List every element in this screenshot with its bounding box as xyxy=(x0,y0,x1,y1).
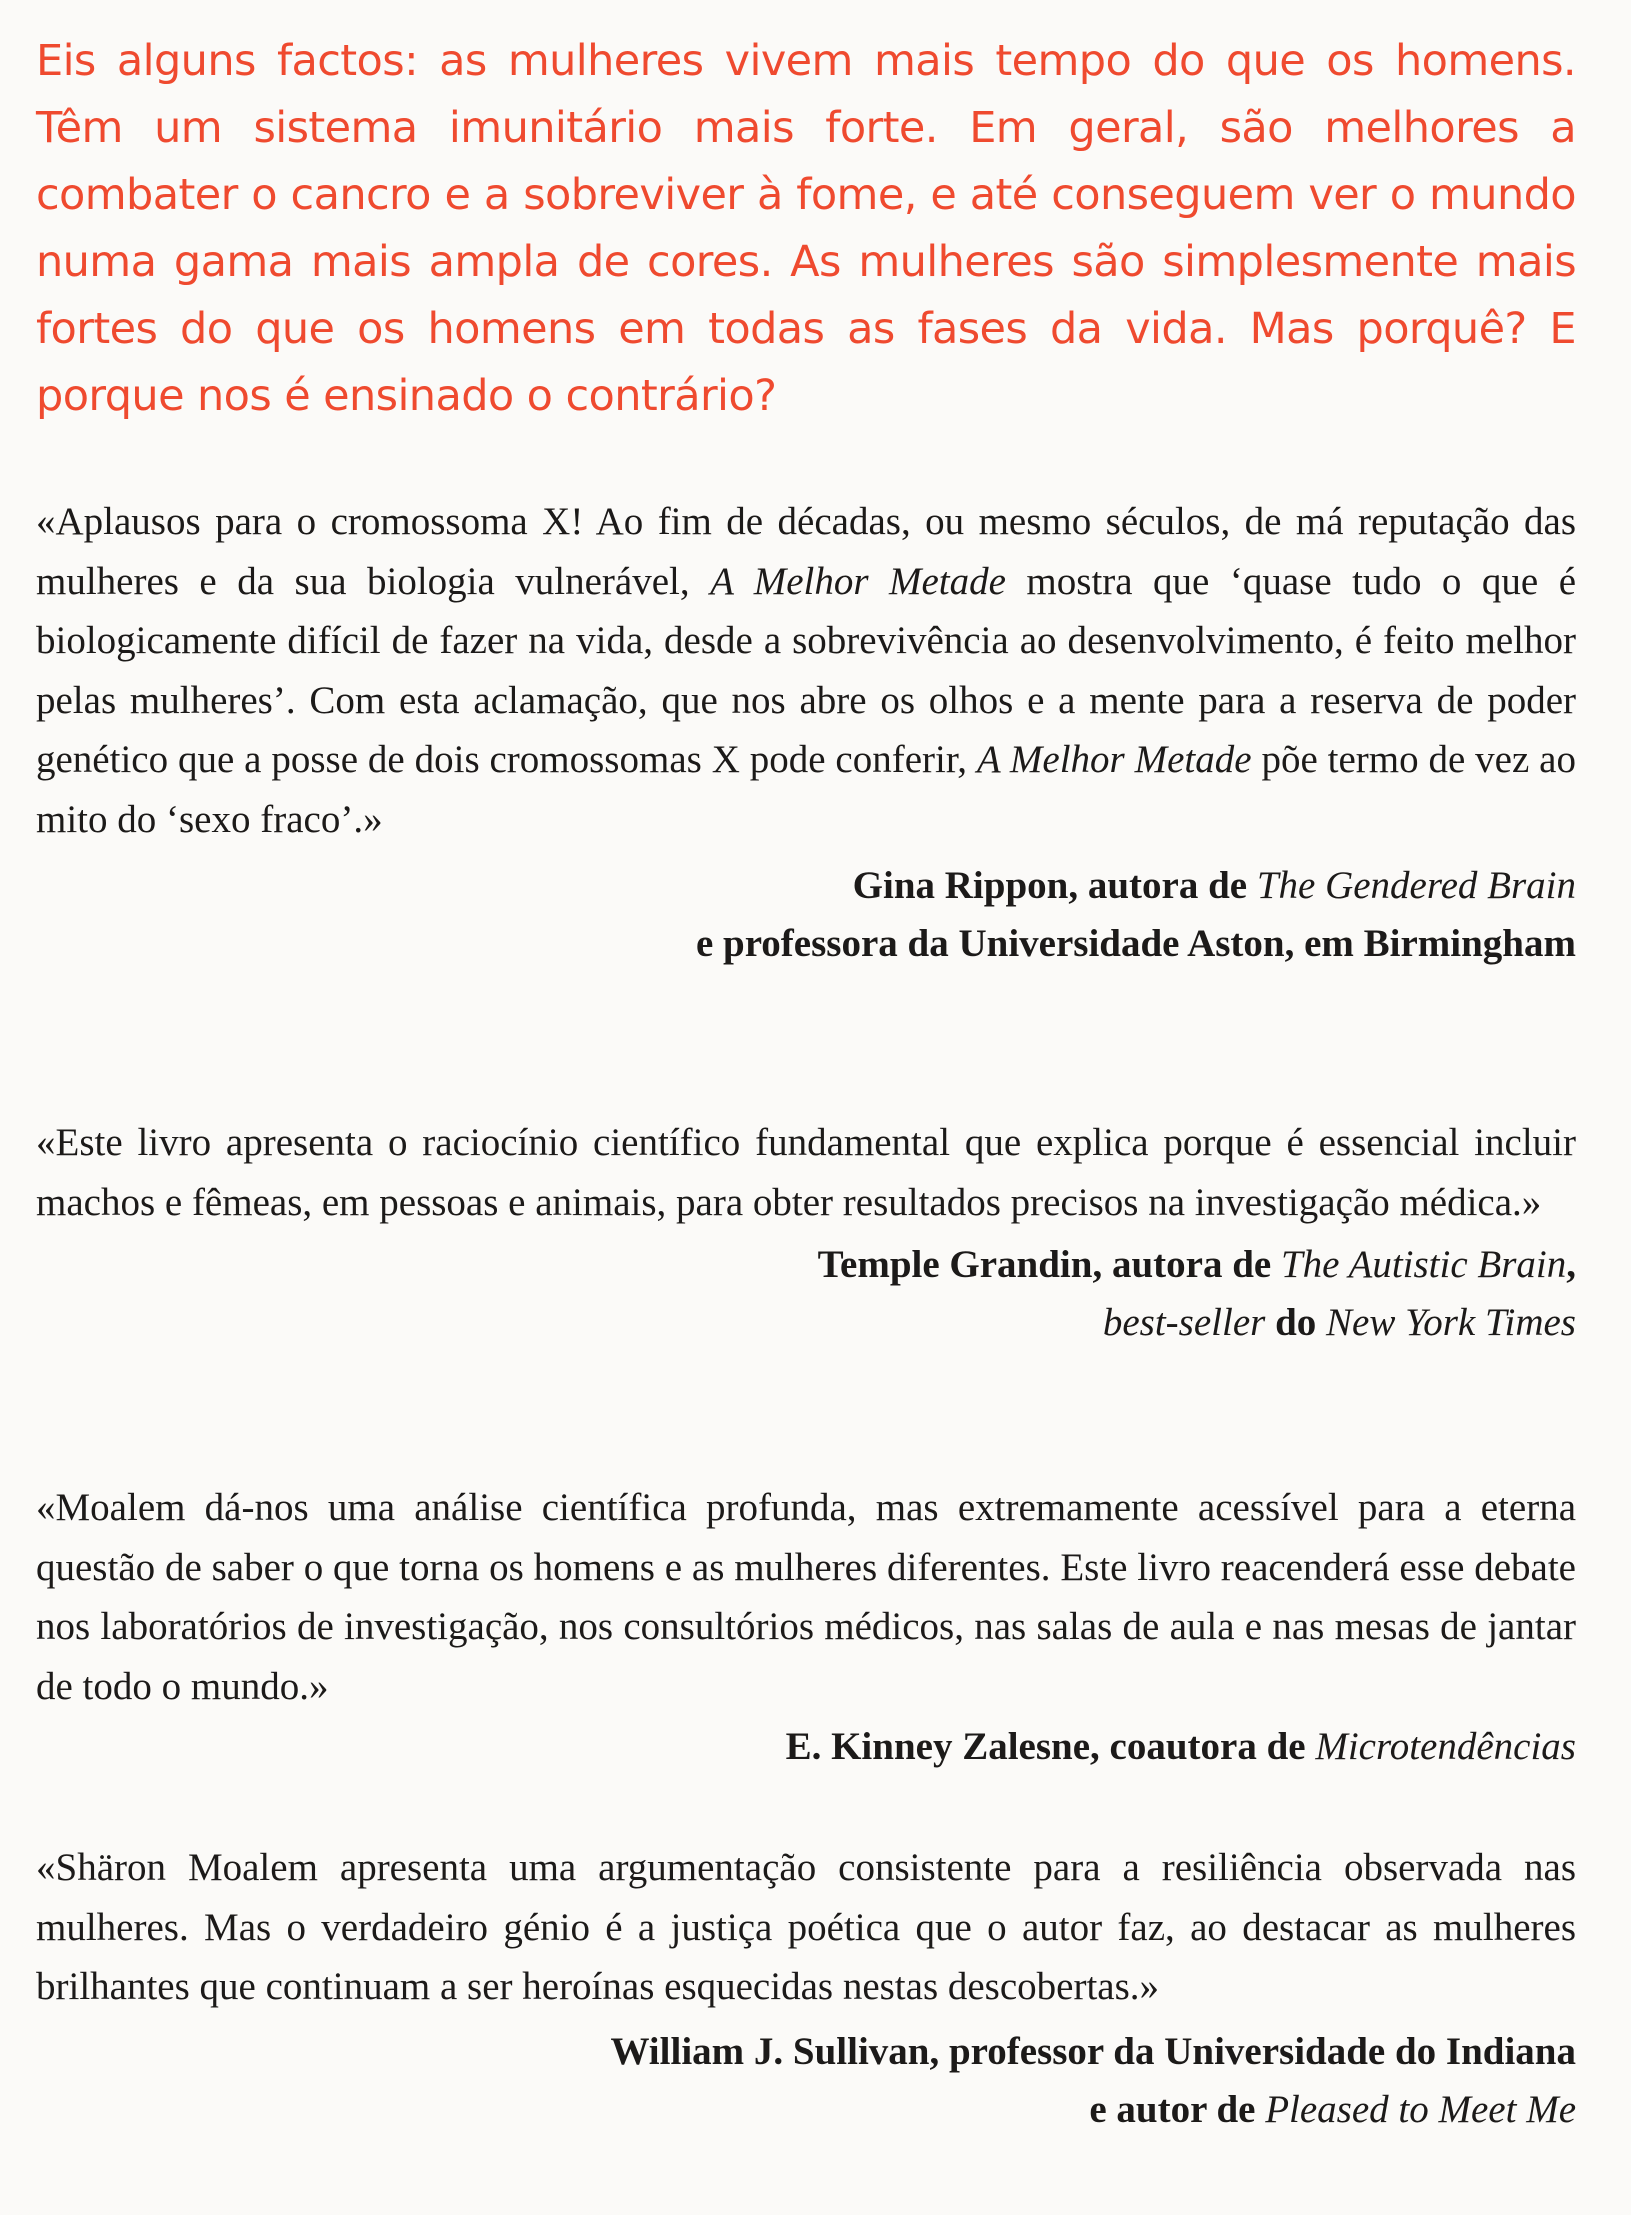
quote-4 xyxy=(36,1838,1576,2139)
quote-3 xyxy=(36,1478,1576,1776)
quote-1-text: «Aplausos para o cromossoma X! Ao fim de décadas, ou mesmo séculos, de má reputação das mulheres e da sua biologia vulnerável, A Melhor Metade mostra que ‘quase tudo o que é biologicamente difícil de fazer na vida, desde a sobrevivência ao desenvolvimento, é feito melhor pelas mulheres’. Com esta aclamação, que nos abre os olhos e a mente para a reserva de poder genético que a posse de dois cromossomas X pode conferir, A Melhor Metade põe termo de vez ao mito do ‘sexo fraco’.» xyxy=(36,500,1577,841)
quote-1 xyxy=(36,492,1576,973)
book-title: A Melhor Metade xyxy=(710,559,1006,603)
quote-1-attribution: Gina Rippon, autora de The Gendered Brain xyxy=(852,864,1576,907)
quote-3-attribution: E. Kinney Zalesne, coautora de Microtendências xyxy=(785,1725,1576,1768)
book-title: A Melhor Metade xyxy=(976,738,1252,781)
quote-1-attribution-line2: e professora da Universidade Aston, em Birmingham xyxy=(695,922,1576,965)
quote-4-attribution: William J. Sullivan, professor da Universidade do Indiana xyxy=(610,2029,1576,2073)
intro-paragraph: Eis alguns factos: as mulheres vivem mais tempo do que os homens. Têm um sistema imunitário mais forte. Em geral, são melhores a combater o cancro e a sobreviver à fome, e até conseguem ver o mundo numa gama mais ampla de cores. As mulheres são simplesmente mais fortes do que os homens em todas as fases da vida. Mas porquê? E porque nos é ensinado o contrário? xyxy=(36,36,1576,421)
quote-2-text: «Este livro apresenta o raciocínio científico fundamental que explica porque é essencial incluir machos e fêmeas, em pessoas e animais, para obter resultados precisos na investigação médica.» xyxy=(36,1121,1576,1224)
quote-2-attribution: Temple Grandin, autora de The Autistic Brain, xyxy=(817,1243,1576,1286)
quote-2 xyxy=(36,1113,1576,1352)
quote-2-attribution-line2: best-seller do New York Times xyxy=(1102,1301,1576,1344)
quote-4-text: «Shäron Moalem apresenta uma argumentação consistente para a resiliência observada nas mulheres. Mas o verdadeiro génio é a justiça poética que o autor faz, ao destacar as mulheres brilhantes que continuam a ser heroínas esquecidas nestas descobertas.» xyxy=(36,1846,1576,2008)
quote-4-attribution-line2: e autor de Pleased to Meet Me xyxy=(1089,2087,1576,2131)
quote-3-text: «Moalem dá-nos uma análise científica profunda, mas extremamente acessível para a eterna questão de saber o que torna os homens e as mulheres diferentes. Este livro reacenderá esse debate nos laboratórios de investigação, nos consultórios médicos, nas salas de aula e nas mesas de jantar de todo o mundo.» xyxy=(36,1486,1576,1708)
